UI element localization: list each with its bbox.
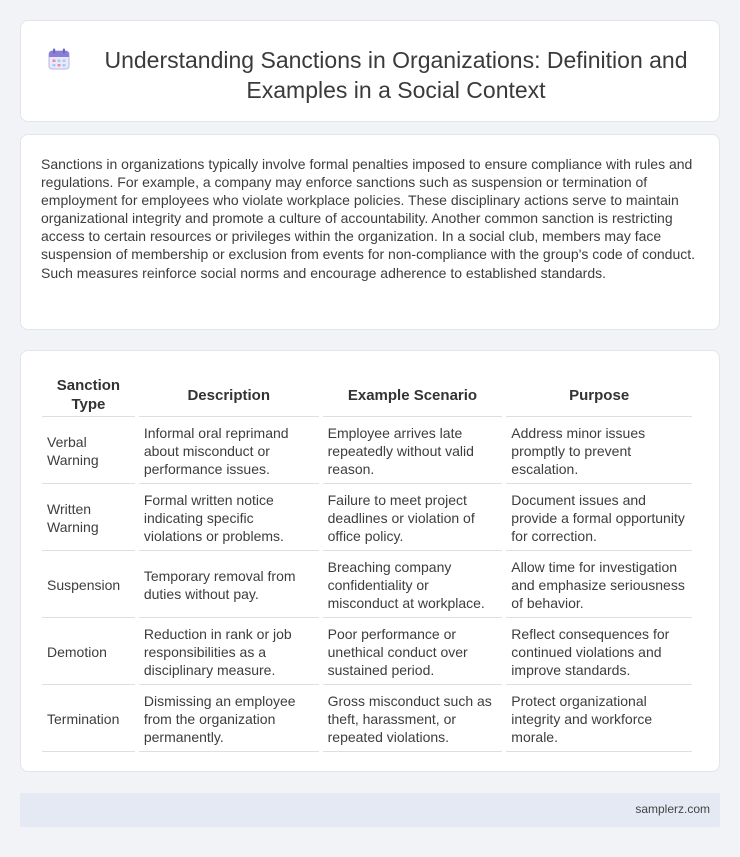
cell-example-scenario: Poor performance or unethical conduct over sustained period. — [323, 620, 503, 685]
intro-card — [20, 134, 720, 330]
cell-sanction-type: Suspension — [42, 553, 135, 618]
table-row — [42, 553, 692, 618]
cell-example-scenario: Gross misconduct such as theft, harassment, or repeated violations. — [323, 687, 503, 752]
cell-purpose: Reflect consequences for continued violations and improve standards. — [506, 620, 692, 685]
cell-sanction-type: Verbal Warning — [42, 419, 135, 484]
cell-purpose: Protect organizational integrity and workforce morale. — [506, 687, 692, 752]
table-row — [42, 486, 692, 551]
sanctions-table — [38, 372, 696, 754]
table-card — [20, 350, 720, 772]
header-purpose: Purpose — [506, 374, 692, 417]
page-title: Understanding Sanctions in Organizations: Definition and Examples in a Social Context — [104, 47, 688, 103]
cell-example-scenario: Employee arrives late repeatedly without valid reason. — [323, 419, 503, 484]
cell-sanction-type: Termination — [42, 687, 135, 752]
footer-site-link[interactable]: samplerz.com — [635, 802, 710, 816]
footer-bar — [20, 793, 720, 827]
cell-purpose: Address minor issues promptly to prevent escalation. — [506, 419, 692, 484]
calendar-icon — [47, 47, 71, 71]
cell-purpose: Document issues and provide a formal opportunity for correction. — [506, 486, 692, 551]
cell-description: Dismissing an employee from the organization permanently. — [139, 687, 319, 752]
cell-description: Formal written notice indicating specific violations or problems. — [139, 486, 319, 551]
table-row — [42, 687, 692, 752]
header-sanction-type: Sanction Type — [42, 374, 135, 417]
table-header-row — [42, 374, 692, 417]
cell-description: Reduction in rank or job responsibilities as a disciplinary measure. — [139, 620, 319, 685]
intro-paragraph: Sanctions in organizations typically involve formal penalties imposed to ensure compliance with rules and regulations. For example, a company may enforce sanctions such as suspension or termination of employment for employees who violate workplace policies. These disciplinary actions serve to maintain organizational integrity and promote a culture of accountability. Another common sanction is restricting access to certain resources or privileges within the organization. In a social club, members may face suspension of membership or exclusion from events for non-compliance with the group's code of conduct. Such measures reinforce social norms and encourage adherence to established standards. — [41, 156, 696, 281]
cell-example-scenario: Breaching company confidentiality or misconduct at workplace. — [323, 553, 503, 618]
header-example-scenario: Example Scenario — [323, 374, 503, 417]
title-card — [20, 20, 720, 122]
cell-sanction-type: Demotion — [42, 620, 135, 685]
table-row — [42, 620, 692, 685]
cell-description: Informal oral reprimand about misconduct or performance issues. — [139, 419, 319, 484]
cell-sanction-type: Written Warning — [42, 486, 135, 551]
table-row — [42, 419, 692, 484]
cell-example-scenario: Failure to meet project deadlines or violation of office policy. — [323, 486, 503, 551]
cell-purpose: Allow time for investigation and emphasize seriousness of behavior. — [506, 553, 692, 618]
cell-description: Temporary removal from duties without pay. — [139, 553, 319, 618]
header-description: Description — [139, 374, 319, 417]
